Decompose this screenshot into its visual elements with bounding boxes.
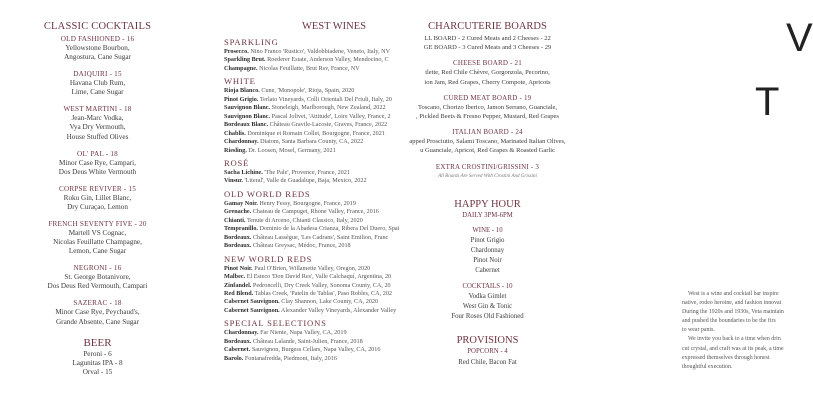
board-list (400, 58, 575, 171)
wine-grape: Barolo. (224, 354, 244, 362)
wine-grape: Sauvignon Blanc. (224, 104, 271, 112)
about-line: native, rodeo heroine, and fashion innovat (682, 300, 782, 307)
cocktail-ingredients: House Stuffed Olives (66, 132, 129, 141)
board-contents: u Guanciale, Apricot, Red Grapes & Roasted Garlic (420, 147, 555, 155)
about-line: thoughtful execution. (682, 363, 733, 370)
cocktail-ingredients: Dos Deus White Vermouth (58, 167, 137, 176)
wine-grape: Cabernet. (224, 346, 251, 354)
about-line: During the 1920s and 1930s, Veta maintain (682, 309, 784, 316)
cocktail-name: FRENCH SEVENTY FIVE - 20 (48, 219, 147, 228)
wine-detail: Sauvignon, Burgess Cellars, Napa Valley, CA, 2016 (251, 346, 381, 354)
wine-item (224, 121, 400, 129)
board-name: CHEESE BOARD - 21 (453, 59, 522, 68)
wine-detail: Château Gravile-Lacoste, Graves, France, 2022 (269, 121, 388, 129)
happy-hour-item: West Gin & Tonic (462, 303, 513, 311)
wine-detail: Diatom, Santa Barbara County, CA, 2022 (260, 138, 364, 146)
wine-grape: Zinfandel. (224, 281, 252, 289)
cocktail-item (0, 34, 195, 63)
charcuterie-title: CHARCUTERIE BOARDS (428, 21, 547, 32)
about-line: cut crystal, and craft was at its peak, a time (682, 345, 784, 352)
happy-hour-group (400, 282, 575, 323)
wine-grape: Prosecco. (224, 48, 249, 55)
wine-grape: Bordeaux. (224, 337, 252, 345)
wine-detail: 'The Pale', Provence, France, 2021 (264, 168, 350, 176)
wine-grape: Sacha Lichine. (224, 168, 263, 176)
board-item (400, 127, 575, 155)
cocktail-ingredients: Dry Curaçao, Lemon (67, 202, 128, 211)
wine-grape: Chardonnay. (224, 329, 259, 337)
board-name: CURED MEAT BOARD - 19 (443, 93, 532, 102)
happy-hour-time: DAILY 3PM-6PM (462, 211, 513, 219)
cocktail-ingredients: Havana Club Rum, (69, 79, 126, 88)
wine-detail: Nicolas Feuillatte, Brut Rsv, France, NV (259, 64, 360, 72)
wine-grape: Sauvignon Blanc. (224, 112, 271, 120)
happy-hour-item: Chardonnay (470, 247, 505, 255)
wine-detail: Stoneleigh, Marlborough, New Zealand, 2022 (271, 104, 386, 112)
wine-section (224, 189, 400, 251)
wine-item (224, 225, 400, 233)
wine-item (224, 282, 400, 290)
wine-item (224, 56, 400, 64)
wine-grape: Pinot Grigio. (224, 95, 259, 103)
wine-detail: Paul O'Brien, Willamette Valley, Oregon, 2020 (254, 264, 371, 272)
wine-grape: Cabernet Sauvignon. (224, 298, 280, 306)
cocktail-ingredients: Minor Case Rye, Peychaud's, (55, 308, 140, 317)
about-line: We invite you back to a time when drin (688, 336, 781, 343)
wine-item (224, 104, 400, 112)
wine-detail: Alexander Valley Vineyards, Alexander Valley (280, 306, 397, 314)
wine-detail: El Esteco 'Don David Res', Valle Calchaquí, Argentina, 20 (246, 273, 392, 281)
wine-section (224, 76, 400, 155)
wine-grape: Sparkling Brut. (224, 56, 266, 64)
cocktail-ingredients: Lime, Cane Sugar (71, 88, 124, 97)
wine-detail: Far Niente, Napa Valley, CA, 2019 (260, 329, 347, 337)
wine-section-heading: ROSÉ (224, 157, 250, 168)
happy-hour-item: Pinot Grigio (470, 236, 505, 244)
about-line: expressed themselves through honest (682, 354, 770, 361)
cocktail-ingredients: Martell VS Cognac, (68, 228, 127, 237)
board-size-list (400, 34, 575, 52)
cocktail-name: OL' PAL - 18 (77, 149, 118, 158)
beer-item: Peroni - 6 (83, 349, 112, 358)
cocktail-item (0, 219, 195, 257)
cocktail-name: OLD FASHIONED - 16 (60, 35, 135, 43)
wine-detail: Terlato Vineyards, Colli Orientali Del Friuli, Italy, 20 (259, 95, 392, 103)
wine-sections (224, 37, 400, 363)
wine-item (224, 273, 400, 281)
wine-item (224, 147, 400, 155)
happy-hour-item: Four Roses Old Fashioned (451, 313, 524, 321)
board-name: ITALIAN BOARD - 24 (452, 128, 523, 137)
wine-item (224, 130, 400, 138)
wine-item (224, 138, 400, 146)
cocktail-item (0, 184, 195, 213)
wine-grape: Chablis. (224, 129, 246, 137)
provisions-title: PROVISIONS (456, 335, 519, 347)
wine-item (224, 113, 400, 121)
cocktail-ingredients: Grande Absente, Cane Sugar (55, 317, 140, 326)
wine-item (224, 96, 400, 104)
wine-section-heading: WHITE (224, 76, 256, 87)
beer-item: Orval - 15 (82, 368, 113, 377)
wine-grape: Riesling. (224, 146, 247, 154)
wine-detail: Tenute di Arceno, Chianti Classico, Italy, 2020 (246, 216, 363, 224)
beer-item: Lagunitas IPA - 8 (72, 359, 123, 368)
wine-item (224, 200, 400, 208)
wine-detail: Chateau de Campuget, Rhone Valley, France, 2016 (252, 208, 379, 216)
cocktails-title: CLASSIC COCKTAILS (43, 21, 152, 32)
board-contents: tlette, Red Chile Chèvre, Gorgonzola, Pecorino, (425, 69, 550, 77)
wine-detail: Château Lalande, Saint-Julien, France, 2018 (252, 337, 363, 345)
wines-title: WEST WINES (301, 21, 367, 32)
wine-grape: Pinot Noir. (224, 264, 253, 272)
wine-section (224, 37, 400, 73)
brand-title-letter: V (786, 16, 813, 60)
cocktail-ingredients: Angostura, Cane Sugar (64, 53, 131, 62)
cocktail-name: NEGRONI - 16 (73, 264, 122, 273)
wine-detail: Henry Fessy, Bourgogne, France, 2019 (259, 199, 356, 207)
wine-detail: Château Greysac, Médoc, France, 2018 (252, 242, 351, 250)
happy-hour-group-name: COCKTAILS - 10 (462, 282, 513, 290)
board-size-option: GE BOARD - 3 Cured Meats and 3 Cheeses - 29 (423, 44, 552, 52)
wine-item (224, 65, 400, 73)
wine-grape: Grenache. (224, 208, 252, 216)
cocktail-ingredients: Nicolas Feuillatte Champagne, (53, 238, 142, 247)
wine-grape: Vinsur. (224, 177, 243, 185)
wine-item (224, 355, 400, 363)
cocktail-name: DAIQUIRI - 15 (73, 70, 122, 79)
wine-item (224, 290, 400, 298)
wine-detail: Clay Shannon, Lake County, CA, 2020 (281, 298, 379, 306)
board-contents: Toscano, Chorizo Iberico, Jamon Serrano, Guanciale, (417, 103, 558, 111)
wine-item (224, 346, 400, 354)
wine-item (224, 208, 400, 216)
cocktail-ingredients: Jean-Marc Vodka, (71, 114, 124, 123)
board-contents: , Pickled Beets & Fresno Pepper, Mustard, Red Grapes (416, 113, 559, 121)
about-paragraph (682, 290, 800, 372)
brand-title-letter: T (755, 80, 780, 124)
wine-item (224, 234, 400, 242)
wine-item (224, 217, 400, 225)
boards-note: All Boards Are Served With Crostini And Grissini (438, 173, 537, 179)
wine-section-heading: SPECIAL SELECTIONS (224, 318, 327, 329)
wine-grape: Chianti. (224, 216, 246, 224)
board-contents: apped Prosciutto, Salami Toscano, Marinated Italian Olives, (409, 138, 566, 146)
board-item (400, 93, 575, 121)
wine-section (224, 158, 400, 186)
cocktail-name: WEST MARTINI - 18 (63, 105, 132, 114)
cocktail-ingredients: Dos Deus Red Vermouth, Campari (47, 282, 148, 291)
provision-name: POPCORN - 4 (467, 348, 508, 356)
cocktail-ingredients: Lemon, Cane Sugar (68, 247, 127, 256)
west-wines-column (224, 20, 400, 400)
wine-item (224, 265, 400, 273)
wine-grape: Rioja Blanco. (224, 87, 260, 95)
wine-detail: Roederer Estate, Anderson Valley, Mendocino, C (267, 56, 389, 64)
happy-hour-item: Vodka Gimlet (468, 292, 507, 300)
provisions-list (400, 347, 575, 367)
happy-hour-group (400, 226, 575, 277)
provision-desc: Red Chile, Bacon Fat (458, 358, 517, 366)
wine-item (224, 169, 400, 177)
wine-grape: Bordeaux. (224, 233, 252, 241)
cocktail-name: CORPSE REVIVER - 15 (58, 184, 137, 193)
about-line: and pushed the boundaries to be the firs (682, 318, 776, 325)
board-name: EXTRA CROSTINI/GRISSINI - 3 (435, 162, 540, 171)
wine-grape: Malbec. (224, 273, 246, 281)
beer-list (0, 350, 195, 378)
wine-item (224, 87, 400, 95)
wine-detail: Tablas Creek, 'Patelin de Tablas', Paso Robles, CA, 202 (254, 289, 393, 297)
wine-item (224, 177, 400, 185)
wine-item (224, 242, 400, 250)
beer-title: BEER (83, 336, 112, 349)
wine-grape: Chardonnay. (224, 138, 259, 146)
board-contents: ion Jam, Red Grapes, Cherry Compote, Apricots (424, 78, 551, 86)
wine-detail: Dominio de la Abadesa Crianza, Ribera Del Duero, Spai (259, 225, 400, 233)
cocktail-list (0, 34, 195, 327)
happy-hour-item: Pinot Noir (473, 257, 502, 265)
wine-item (224, 48, 400, 56)
wine-detail: Pedroncelli, Dry Creek Valley, Sonoma County, CA, 20 (252, 281, 391, 289)
wine-detail: 'Literal', Valle de Guadalupe, Baja, Mexico, 2022 (244, 177, 367, 185)
cocktail-ingredients: Minor Case Rye, Campari, (59, 158, 136, 167)
cocktail-ingredients: Vya Dry Vermouth, (69, 123, 126, 132)
wine-grape: Tempranillo. (224, 225, 258, 233)
classic-cocktails-column (0, 20, 195, 378)
happy-hour-title: HAPPY HOUR (454, 198, 521, 210)
wine-section (224, 318, 400, 363)
about-line: to wear pants. (682, 327, 715, 334)
cocktail-ingredients: St. George Botanivore, (64, 273, 131, 282)
wine-detail: Château Lassègue, 'Les Cadrans', Saint Emilion, Franc (252, 233, 389, 241)
cocktail-item (0, 149, 195, 178)
wine-section (224, 254, 400, 316)
wine-grape: Champagne. (224, 64, 258, 72)
board-item (400, 58, 575, 86)
wine-detail: Dominique et Romain Collet, Bourgogne, France, 2021 (247, 129, 385, 137)
happy-hour-item: Cabernet (475, 267, 500, 275)
wine-detail: Pascal Jolivet, 'Attitude', Loire Valley, France, 2 (271, 112, 391, 120)
cocktail-name: SAZERAC - 18 (73, 299, 122, 308)
wine-detail: Dr. Loosen, Mosel, Germany, 2021 (248, 146, 336, 154)
board-size-option: LL BOARD - 2 Cured Meats and 2 Cheeses - 22 (424, 35, 551, 42)
wine-item (224, 307, 400, 315)
cocktail-item (0, 104, 195, 142)
cocktail-ingredients: Roku Gin, Lillet Blanc, (63, 193, 132, 202)
board-item (400, 162, 575, 172)
wine-grape: Gamay Noir. (224, 199, 258, 207)
wine-detail: Fontanafredda, Piedmont, Italy, 2016 (244, 354, 337, 362)
wine-detail: Nino Franco 'Rustico', Valdobbiadene, Veneto, Italy, NV (250, 48, 391, 55)
wine-section-heading: SPARKLING (224, 37, 279, 47)
wine-detail: Cune, 'Monopole', Rioja, Spain, 2020 (261, 87, 355, 95)
cocktail-item (0, 263, 195, 292)
wine-section-heading: NEW WORLD REDS (224, 253, 313, 264)
wine-grape: Cabernet Sauvignon. (224, 306, 280, 314)
happy-hour-group-name: WINE - 10 (472, 226, 503, 234)
wine-grape: Bordeaux Blanc. (224, 121, 269, 129)
happy-hour-groups (400, 226, 575, 323)
wine-item (224, 298, 400, 306)
cocktail-item (0, 298, 195, 327)
wine-grape: Red Blend. (224, 289, 254, 297)
wine-item (224, 338, 400, 346)
wine-section-heading: OLD WORLD REDS (224, 188, 311, 199)
cocktail-item (0, 69, 195, 98)
wine-grape: Bordeaux. (224, 242, 252, 250)
cocktail-ingredients: Yellowstone Bourbon, (65, 44, 130, 52)
wine-item (224, 329, 400, 337)
about-line: West is a wine and cocktail bar inspire (688, 291, 779, 297)
charcuterie-column (400, 20, 575, 400)
